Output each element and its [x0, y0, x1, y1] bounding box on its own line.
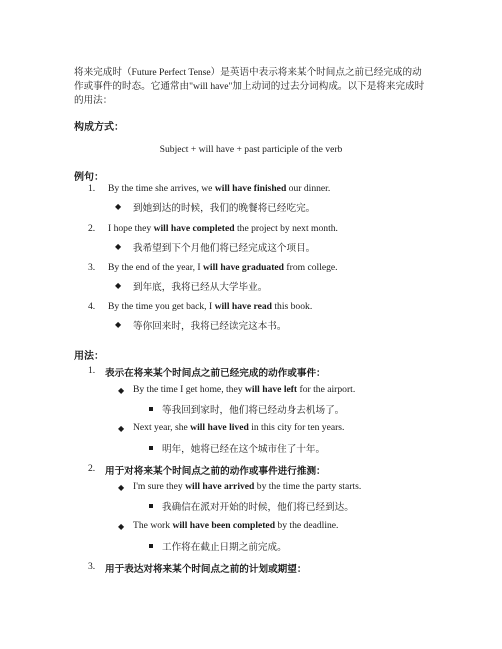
example-translation: 我希望到下个月他们将已经完成这个项目。 — [133, 243, 316, 254]
square-bullet-icon — [149, 407, 153, 411]
usage-example: The work will have been completed by the deadline. — [133, 520, 339, 531]
formula: Subject + will have + past participle of the verb — [159, 144, 343, 155]
bullet-icon: ◆ — [115, 281, 122, 290]
example-sentence: I hope they will have completed the project by next month. — [108, 223, 338, 234]
usage-title: 用于对将来某个时间点之前的动作或事件进行推测： — [105, 466, 326, 477]
example-sentence: By the end of the year, I will have graduated from college. — [108, 262, 338, 273]
usage-title: 表示在将来某个时间点之前已经完成的动作或事件： — [105, 368, 326, 379]
usage-translation: 等我回到家时，他们将已经动身去机场了。 — [162, 405, 345, 416]
usage-translation: 工作将在截止日期之前完成。 — [162, 542, 287, 553]
structure-heading: 构成方式： — [74, 122, 124, 133]
example-number: 4. — [88, 301, 96, 312]
example-sentence: By the time she arrives, we will have finished our dinner. — [108, 183, 331, 194]
usage-title: 用于表达对将来某个时间点之前的计划或期望： — [105, 564, 307, 575]
usage-translation: 明年，她将已经在这个城市住了十年。 — [162, 444, 326, 455]
square-bullet-icon — [149, 504, 153, 508]
bullet-icon: ◆ — [115, 202, 122, 211]
intro-paragraph: 将来完成时（Future Perfect Tense）是英语中表示将来某个时间点之前已经完成的动作或事件的时态。它通常由"will have"加上动词的过去分词构成。以下是将来完成时的用法： — [74, 67, 425, 106]
usage-example: By the time I get home, they will have left for the airport. — [133, 384, 356, 395]
usage-number: 2. — [88, 463, 96, 474]
example-translation: 等你回来时，我将已经读完这本书。 — [133, 321, 287, 332]
usage-heading: 用法： — [74, 351, 104, 362]
usage-number: 3. — [88, 561, 96, 572]
usage-number: 1. — [88, 365, 96, 376]
bullet-icon: ◆ — [115, 242, 122, 251]
bullet-icon: ◆ — [118, 483, 125, 492]
bullet-icon: ◆ — [118, 424, 125, 433]
bullet-icon: ◆ — [115, 320, 122, 329]
example-number: 2. — [88, 223, 96, 234]
example-translation: 到年底，我将已经从大学毕业。 — [133, 282, 268, 293]
usage-translation: 我确信在派对开始的时候，他们将已经到达。 — [162, 502, 354, 513]
examples-heading: 例句： — [74, 172, 104, 183]
usage-example: I'm sure they will have arrived by the time the party starts. — [133, 481, 362, 492]
example-number: 3. — [88, 262, 96, 273]
bullet-icon: ◆ — [118, 386, 125, 395]
bullet-icon: ◆ — [118, 522, 125, 531]
example-translation: 到她到达的时候，我们的晚餐将已经吃完。 — [133, 203, 316, 214]
usage-example: Next year, she will have lived in this city for ten years. — [133, 422, 345, 433]
example-sentence: By the time you get back, I will have read this book. — [108, 301, 313, 312]
square-bullet-icon — [149, 544, 153, 548]
square-bullet-icon — [149, 446, 153, 450]
example-number: 1. — [88, 183, 96, 194]
